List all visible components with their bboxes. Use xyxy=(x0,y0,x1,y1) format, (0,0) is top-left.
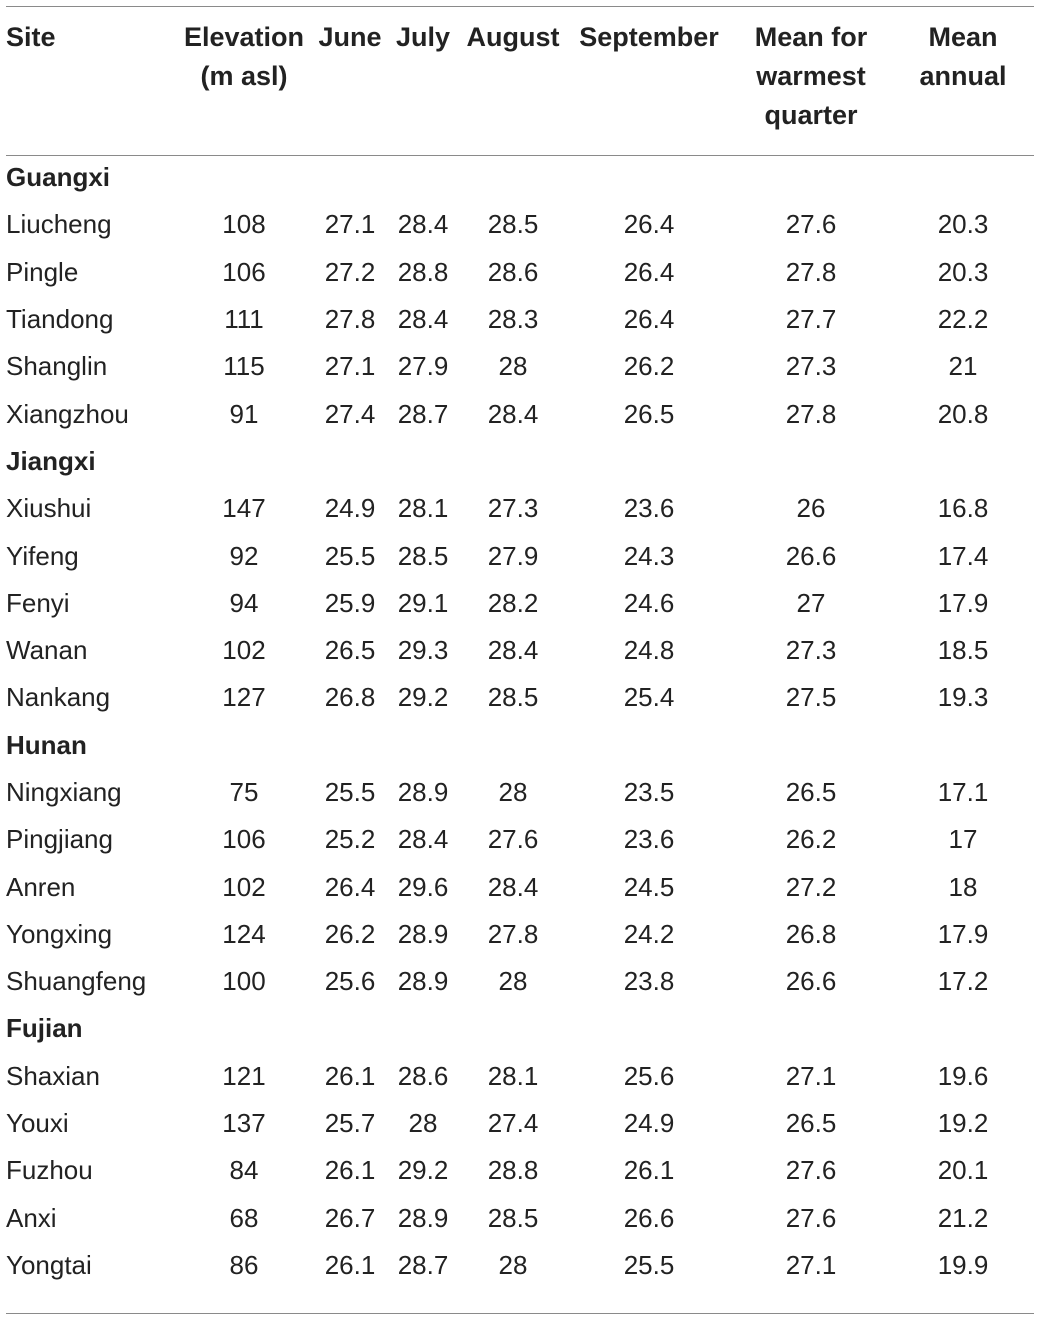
cell-september: 24.6 xyxy=(623,587,675,618)
table-row xyxy=(6,958,1034,1005)
cell-june: 26.1 xyxy=(324,1155,376,1186)
cell-mean-annual: 18 xyxy=(948,871,978,902)
cell-warmest-quarter: 27.2 xyxy=(785,871,837,902)
cell-elevation: 86 xyxy=(229,1249,259,1280)
cell-mean-annual: 16.8 xyxy=(937,493,989,524)
cell-warmest-quarter: 27 xyxy=(796,587,826,618)
cell-july: 28.5 xyxy=(397,540,449,571)
cell-august: 28.5 xyxy=(487,682,539,713)
table-row xyxy=(6,249,1034,296)
cell-elevation: 102 xyxy=(222,635,266,666)
cell-warmest-quarter: 26.6 xyxy=(785,966,837,997)
cell-elevation: 106 xyxy=(222,824,266,855)
cell-mean-annual: 18.5 xyxy=(937,635,989,666)
header-july: July xyxy=(395,22,451,52)
cell-mean-annual: 17.9 xyxy=(937,587,989,618)
cell-mean-annual: 17.1 xyxy=(937,777,989,807)
cell-september: 24.5 xyxy=(623,871,675,902)
cell-july: 28.6 xyxy=(397,1060,449,1091)
cell-site: Yongxing xyxy=(6,918,113,949)
cell-warmest-quarter: 26.8 xyxy=(785,918,837,949)
header-mean-annual xyxy=(892,18,1034,154)
cell-mean-annual: 17.4 xyxy=(937,540,989,571)
cell-elevation: 94 xyxy=(229,587,259,618)
header-june: June xyxy=(318,22,382,52)
cell-warmest-quarter: 27.7 xyxy=(785,304,837,335)
cell-june: 27.1 xyxy=(324,351,376,382)
cell-mean-annual: 21.2 xyxy=(937,1202,989,1233)
cell-mean-annual: 17.2 xyxy=(937,966,989,997)
cell-mean-annual: 19.2 xyxy=(937,1108,989,1139)
cell-site: Xiushui xyxy=(6,493,92,524)
cell-warmest-quarter: 27.1 xyxy=(785,1249,837,1280)
cell-august: 28.5 xyxy=(487,209,539,240)
temperature-table xyxy=(6,18,1034,1289)
group-label: Jiangxi xyxy=(6,445,96,476)
cell-june: 25.2 xyxy=(324,824,376,855)
cell-mean-annual: 19.6 xyxy=(937,1060,989,1091)
table-row xyxy=(6,580,1034,627)
group-row xyxy=(6,438,1034,485)
cell-august: 28.3 xyxy=(487,304,539,335)
cell-elevation: 111 xyxy=(224,304,264,335)
cell-elevation: 106 xyxy=(222,256,266,287)
cell-warmest-quarter: 27.8 xyxy=(785,398,837,429)
table-row xyxy=(6,863,1034,910)
cell-september: 26.4 xyxy=(623,209,675,240)
cell-mean-annual: 22.2 xyxy=(937,304,989,335)
cell-september: 23.6 xyxy=(623,824,675,855)
group-label: Guangxi xyxy=(6,162,111,193)
cell-site: Youxi xyxy=(6,1108,69,1139)
cell-site: Fuzhou xyxy=(6,1155,93,1186)
cell-july: 28.9 xyxy=(397,777,449,807)
cell-warmest-quarter: 27.6 xyxy=(785,1155,837,1186)
header-september: September xyxy=(579,22,719,52)
cell-warmest-quarter: 27.1 xyxy=(785,1060,837,1091)
cell-june: 25.7 xyxy=(324,1108,376,1139)
cell-june: 26.8 xyxy=(324,682,376,713)
cell-september: 24.3 xyxy=(623,540,675,571)
table-row xyxy=(6,485,1034,532)
cell-july: 28.4 xyxy=(397,304,449,335)
header-warmest-line2: warmest xyxy=(756,61,866,91)
cell-september: 25.5 xyxy=(623,1249,675,1280)
cell-september: 23.6 xyxy=(623,493,675,524)
cell-elevation: 100 xyxy=(222,966,266,997)
cell-august: 28.5 xyxy=(487,1202,539,1233)
cell-july: 27.9 xyxy=(397,351,449,382)
cell-june: 26.2 xyxy=(324,918,376,949)
cell-site: Ningxiang xyxy=(6,777,122,807)
cell-elevation: 84 xyxy=(229,1155,259,1186)
cell-august: 28 xyxy=(498,966,528,997)
cell-mean-annual: 20.3 xyxy=(937,209,989,240)
cell-july: 28.9 xyxy=(397,1202,449,1233)
header-annual-line2: annual xyxy=(919,61,1007,91)
cell-july: 28.7 xyxy=(397,398,449,429)
cell-august: 27.6 xyxy=(487,824,539,855)
cell-august: 28.4 xyxy=(487,398,539,429)
cell-elevation: 121 xyxy=(222,1060,266,1091)
cell-elevation: 127 xyxy=(222,682,266,713)
cell-june: 26.4 xyxy=(324,871,376,902)
cell-elevation: 124 xyxy=(222,918,266,949)
cell-warmest-quarter: 26.5 xyxy=(785,777,837,807)
header-elevation-line2: (m asl) xyxy=(200,61,288,91)
cell-warmest-quarter: 26.5 xyxy=(785,1108,837,1139)
cell-site: Nankang xyxy=(6,682,111,713)
cell-warmest-quarter: 27.8 xyxy=(785,256,837,287)
cell-july: 28.9 xyxy=(397,918,449,949)
cell-june: 27.2 xyxy=(324,256,376,287)
table-row xyxy=(6,296,1034,343)
cell-june: 26.5 xyxy=(324,635,376,666)
cell-warmest-quarter: 27.3 xyxy=(785,635,837,666)
table-row xyxy=(6,1100,1034,1147)
header-august: August xyxy=(466,22,560,52)
table-row xyxy=(6,201,1034,248)
cell-mean-annual: 19.9 xyxy=(937,1249,989,1280)
cell-july: 29.1 xyxy=(397,587,449,618)
cell-warmest-quarter: 27.6 xyxy=(785,1202,837,1233)
cell-august: 28.8 xyxy=(487,1155,539,1186)
table-row xyxy=(6,674,1034,721)
cell-site: Liucheng xyxy=(6,209,112,240)
cell-september: 26.5 xyxy=(623,398,675,429)
cell-july: 29.2 xyxy=(397,1155,449,1186)
cell-elevation: 108 xyxy=(222,209,266,240)
cell-september: 26.4 xyxy=(623,304,675,335)
cell-site: Anxi xyxy=(6,1202,57,1233)
group-label: Fujian xyxy=(6,1013,83,1044)
table-body xyxy=(6,154,1034,1289)
cell-site: Shaxian xyxy=(6,1060,100,1091)
cell-september: 24.2 xyxy=(623,918,675,949)
cell-september: 23.5 xyxy=(623,777,675,807)
cell-july: 29.2 xyxy=(397,682,449,713)
cell-june: 27.1 xyxy=(324,209,376,240)
header-warmest-quarter xyxy=(730,18,892,154)
cell-august: 27.9 xyxy=(487,540,539,571)
table-row xyxy=(6,532,1034,579)
cell-site: Yongtai xyxy=(6,1249,92,1280)
cell-july: 28.9 xyxy=(397,966,449,997)
cell-august: 28.2 xyxy=(487,587,539,618)
header-warmest-line3: quarter xyxy=(764,100,858,130)
cell-september: 25.6 xyxy=(623,1060,675,1091)
cell-warmest-quarter: 27.3 xyxy=(785,351,837,382)
header-site: Site xyxy=(6,22,56,52)
cell-site: Tiandong xyxy=(6,304,114,335)
cell-august: 28 xyxy=(498,1249,528,1280)
cell-june: 25.5 xyxy=(324,777,376,807)
cell-august: 28 xyxy=(498,351,528,382)
cell-mean-annual: 20.3 xyxy=(937,256,989,287)
cell-july: 28.4 xyxy=(397,824,449,855)
cell-july: 28.7 xyxy=(397,1249,449,1280)
table-row xyxy=(6,627,1034,674)
cell-elevation: 102 xyxy=(222,871,266,902)
header-annual-line1: Mean xyxy=(928,22,998,52)
table-row xyxy=(6,816,1034,863)
cell-elevation: 75 xyxy=(229,777,259,807)
cell-site: Wanan xyxy=(6,635,88,666)
cell-mean-annual: 17.9 xyxy=(937,918,989,949)
header-warmest-line1: Mean for xyxy=(754,22,868,52)
cell-site: Pingle xyxy=(6,256,79,287)
cell-july: 28 xyxy=(408,1108,438,1139)
cell-site: Anren xyxy=(6,871,76,902)
header-elevation xyxy=(176,18,312,154)
cell-august: 28.4 xyxy=(487,871,539,902)
cell-site: Shuangfeng xyxy=(6,966,147,997)
cell-site: Xiangzhou xyxy=(6,398,129,429)
cell-elevation: 68 xyxy=(229,1202,259,1233)
table-row xyxy=(6,1195,1034,1242)
cell-mean-annual: 17 xyxy=(948,824,978,855)
cell-elevation: 137 xyxy=(222,1108,266,1139)
cell-july: 29.6 xyxy=(397,871,449,902)
cell-september: 26.2 xyxy=(623,351,675,382)
cell-july: 28.4 xyxy=(397,209,449,240)
table-row xyxy=(6,911,1034,958)
cell-site: Fenyi xyxy=(6,587,70,618)
cell-june: 25.6 xyxy=(324,966,376,997)
cell-september: 23.8 xyxy=(623,966,675,997)
bottom-rule xyxy=(6,1313,1034,1314)
cell-june: 27.8 xyxy=(324,304,376,335)
cell-june: 26.7 xyxy=(324,1202,376,1233)
cell-june: 26.1 xyxy=(324,1249,376,1280)
cell-warmest-quarter: 26.2 xyxy=(785,824,837,855)
cell-august: 27.4 xyxy=(487,1108,539,1139)
cell-august: 28 xyxy=(498,777,528,807)
cell-july: 29.3 xyxy=(397,635,449,666)
cell-warmest-quarter: 26 xyxy=(796,493,826,524)
cell-september: 25.4 xyxy=(623,682,675,713)
cell-september: 26.4 xyxy=(623,256,675,287)
cell-september: 26.1 xyxy=(623,1155,675,1186)
cell-july: 28.8 xyxy=(397,256,449,287)
cell-site: Shanglin xyxy=(6,351,108,382)
table-row xyxy=(6,343,1034,390)
group-label: Hunan xyxy=(6,729,87,760)
header-elevation-line1: Elevation xyxy=(183,22,305,52)
table-row xyxy=(6,390,1034,437)
cell-august: 27.8 xyxy=(487,918,539,949)
cell-elevation: 115 xyxy=(223,351,265,382)
group-row xyxy=(6,154,1034,201)
cell-warmest-quarter: 27.6 xyxy=(785,209,837,240)
cell-site: Pingjiang xyxy=(6,824,113,855)
cell-september: 24.9 xyxy=(623,1108,675,1139)
cell-june: 24.9 xyxy=(324,493,376,524)
table-row xyxy=(6,1147,1034,1194)
cell-mean-annual: 19.3 xyxy=(937,682,989,713)
cell-september: 24.8 xyxy=(623,635,675,666)
cell-june: 25.5 xyxy=(324,540,376,571)
cell-elevation: 92 xyxy=(229,540,259,571)
group-row xyxy=(6,1005,1034,1052)
top-rule xyxy=(6,6,1034,7)
cell-august: 28.4 xyxy=(487,635,539,666)
table-row xyxy=(6,1053,1034,1100)
cell-august: 28.6 xyxy=(487,256,539,287)
cell-june: 26.1 xyxy=(324,1060,376,1091)
cell-june: 27.4 xyxy=(324,398,376,429)
cell-august: 27.3 xyxy=(487,493,539,524)
table-row xyxy=(6,1242,1034,1289)
cell-september: 26.6 xyxy=(623,1202,675,1233)
cell-warmest-quarter: 27.5 xyxy=(785,682,837,713)
cell-elevation: 91 xyxy=(229,398,259,429)
cell-june: 25.9 xyxy=(324,587,376,618)
group-row xyxy=(6,722,1034,769)
cell-mean-annual: 20.1 xyxy=(937,1155,989,1186)
cell-site: Yifeng xyxy=(6,540,79,571)
header-row xyxy=(6,18,1034,154)
cell-august: 28.1 xyxy=(487,1060,539,1091)
cell-elevation: 147 xyxy=(222,493,266,524)
cell-warmest-quarter: 26.6 xyxy=(785,540,837,571)
cell-mean-annual: 21 xyxy=(948,351,978,382)
cell-july: 28.1 xyxy=(397,493,449,524)
table-row xyxy=(6,769,1034,816)
cell-mean-annual: 20.8 xyxy=(937,398,989,429)
